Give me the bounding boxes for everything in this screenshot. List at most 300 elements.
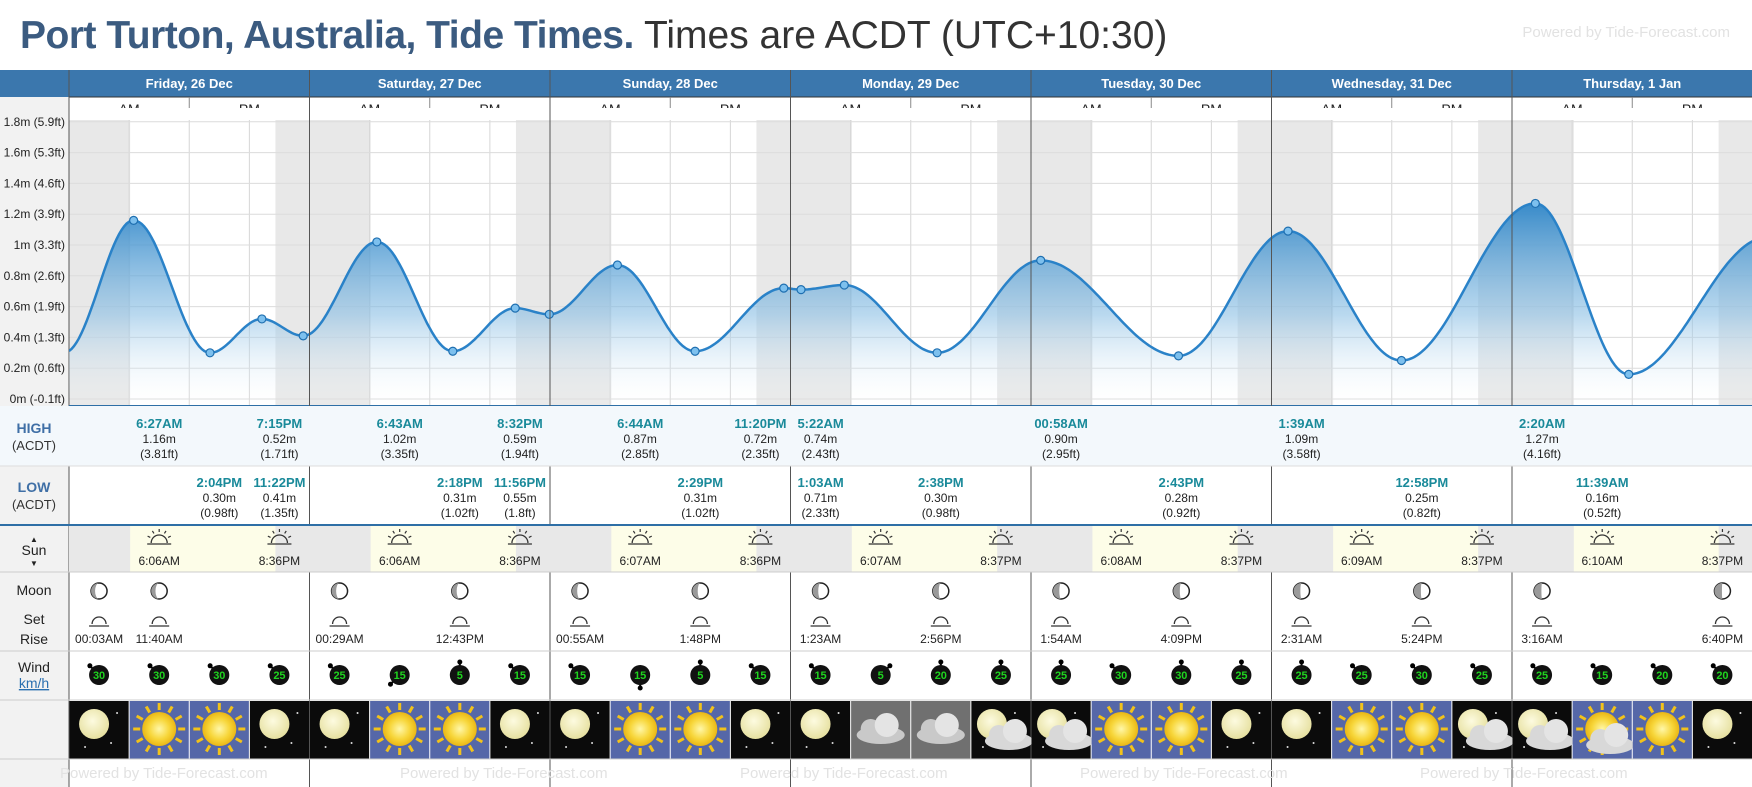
tide-point xyxy=(1284,227,1292,235)
moon-rise-label: Rise xyxy=(19,631,49,647)
sun-disc xyxy=(1645,712,1679,746)
y-tick-label: 0.4m (1.3ft) xyxy=(3,330,65,345)
moon-phase-icon xyxy=(1714,583,1730,599)
tide-point xyxy=(1397,357,1405,365)
moon-disc xyxy=(740,709,770,739)
wind-indicator xyxy=(208,663,230,685)
star xyxy=(1252,742,1254,744)
low-tide-meters: 0.30m xyxy=(202,491,236,505)
star xyxy=(1313,742,1315,744)
high-tide xyxy=(1519,416,1565,461)
low-tide-meters: 0.31m xyxy=(443,491,477,505)
moon-label: Moon xyxy=(16,582,52,598)
high-tide-time: 8:32PM xyxy=(497,416,543,431)
moon-phase-icon xyxy=(572,583,588,599)
high-tide-meters: 0.74m xyxy=(803,432,838,446)
star xyxy=(1258,712,1260,714)
moon-shade xyxy=(1714,583,1722,599)
moon-icon xyxy=(1272,701,1331,759)
wind-indicator xyxy=(1231,660,1251,686)
day-label: Thursday, 1 Jan xyxy=(1583,76,1682,91)
high-tide-meters: 0.59m xyxy=(503,432,537,446)
moon-icon xyxy=(70,701,129,759)
tide-point xyxy=(1625,370,1633,378)
wind-arrow-head xyxy=(568,663,573,668)
wind-speed: 15 xyxy=(1596,670,1609,682)
moon-shade xyxy=(1414,583,1422,599)
cloud-part xyxy=(935,713,959,737)
wind-indicator xyxy=(630,665,650,691)
wind-arrow-head xyxy=(1470,663,1475,668)
low-tide xyxy=(918,475,964,520)
low-tide-time: 1:03AM xyxy=(797,475,844,490)
moonrise-arc-icon xyxy=(453,617,467,624)
low-tide xyxy=(494,475,546,520)
moonrise-arc-icon xyxy=(934,617,948,624)
wind-arrow-head xyxy=(887,663,892,668)
sun-disc xyxy=(202,712,236,746)
low-tide-meters: 0.55m xyxy=(503,491,537,505)
wind-arrow-head xyxy=(1410,663,1415,668)
moonrise-arc-icon xyxy=(1535,617,1549,624)
low-tide-meters: 0.30m xyxy=(924,491,958,505)
tide-point xyxy=(1175,352,1183,360)
moon-icon xyxy=(731,701,790,759)
sun-disc xyxy=(1104,712,1138,746)
high-tide-meters: 0.90m xyxy=(1044,432,1078,446)
moonrise-arc-icon xyxy=(152,617,166,624)
cloud-icon xyxy=(911,701,970,759)
cloud-part xyxy=(1544,719,1568,743)
tide-point xyxy=(840,281,848,289)
high-tide-time: 6:27AM xyxy=(136,416,183,431)
sun-icon xyxy=(430,701,489,759)
moonrise-arc-icon xyxy=(1054,617,1068,624)
moon-icon xyxy=(1693,701,1752,759)
moon-phase-icon xyxy=(151,583,167,599)
star xyxy=(1495,712,1497,714)
wind-indicator xyxy=(1590,663,1612,685)
day-label: Wednesday, 31 Dec xyxy=(1331,76,1452,91)
sun-time: 8:36PM xyxy=(258,554,301,568)
high-tide xyxy=(136,416,182,461)
wind-arrow-head xyxy=(1179,660,1184,665)
wind-arrow-head xyxy=(998,660,1003,665)
sun-time: 6:06AM xyxy=(138,554,180,568)
moon-disc xyxy=(320,709,350,739)
high-tide xyxy=(617,416,663,461)
wind-indicator xyxy=(1171,660,1191,686)
wind-arrow-head xyxy=(147,663,152,668)
wind-arrow-head xyxy=(1651,663,1656,668)
star xyxy=(537,712,539,714)
high-tide-meters: 0.87m xyxy=(623,432,657,446)
moon-phase-icon xyxy=(1053,583,1069,599)
sun-time: 8:37PM xyxy=(1701,554,1744,568)
moon-time: 00:03AM xyxy=(75,632,124,646)
moon-disc xyxy=(500,709,530,739)
low-tide-feet: (0.82ft) xyxy=(1402,506,1441,520)
moon-disc xyxy=(1702,709,1732,739)
moon-time: 2:56PM xyxy=(920,632,962,646)
star xyxy=(1014,712,1016,714)
tide-point xyxy=(691,347,699,355)
star xyxy=(745,746,747,748)
moonrise-arc-icon xyxy=(1295,617,1309,624)
wind-arrow-head xyxy=(1350,663,1355,668)
sun-icon xyxy=(1633,701,1692,759)
sun-time: 6:09AM xyxy=(1341,554,1383,568)
high-tide-feet: (1.94ft) xyxy=(500,447,539,461)
left-header-cell xyxy=(0,70,69,97)
sun-icon xyxy=(190,701,249,759)
moon-cloud-icon xyxy=(971,701,1033,759)
sun-disc xyxy=(383,712,417,746)
tide-point xyxy=(449,347,457,355)
high-tide xyxy=(797,416,843,461)
wind-arrow-head xyxy=(87,663,92,668)
wind-arrow-head xyxy=(508,663,513,668)
high-tide-time: 6:44AM xyxy=(617,416,664,431)
moon-icon xyxy=(791,701,850,759)
star xyxy=(325,746,327,748)
tide-point xyxy=(206,349,214,357)
moon-set-label: Set xyxy=(23,611,45,627)
low-tide-time: 2:18PM xyxy=(437,475,483,490)
sun-icon xyxy=(370,701,429,759)
star xyxy=(838,712,840,714)
cloud-part xyxy=(1003,719,1027,743)
sun-icon xyxy=(1092,701,1151,759)
high-tide-feet: (2.43ft) xyxy=(801,447,840,461)
low-tide-meters: 0.71m xyxy=(803,491,838,505)
wind-arrow-head xyxy=(1530,663,1535,668)
powered-by-footer[interactable]: Powered by Tide-Forecast.com xyxy=(1080,765,1288,782)
day-label: Tuesday, 30 Dec xyxy=(1101,76,1202,91)
page-title-timezone: Times are ACDT (UTC+10:30) xyxy=(643,14,1168,57)
powered-by-top[interactable]: Powered by Tide-Forecast.com xyxy=(1522,24,1730,41)
low-tide xyxy=(1159,475,1205,520)
moon-phase-icon xyxy=(1294,583,1310,599)
wind-speed: 30 xyxy=(1115,670,1128,682)
wind-arrow-head xyxy=(749,663,754,668)
low-tide-meters: 0.41m xyxy=(262,491,297,505)
moonrise-arc-icon xyxy=(814,617,828,624)
high-sublabel: (ACDT) xyxy=(11,438,57,453)
moon-phase-icon xyxy=(1414,583,1430,599)
low-tide-time: 12:58PM xyxy=(1395,475,1449,490)
moon-time: 3:16AM xyxy=(1521,632,1563,646)
wind-arrow-head xyxy=(457,660,462,665)
moon-disc xyxy=(1282,709,1312,739)
sun-disc xyxy=(623,712,657,746)
star xyxy=(1074,712,1076,714)
high-tide-feet: (2.95ft) xyxy=(1042,447,1081,461)
low-tide-time: 11:39AM xyxy=(1575,475,1629,490)
wind-speed: 5 xyxy=(877,670,884,682)
high-tide-time: 1:39AM xyxy=(1278,416,1325,431)
moonrise-arc-icon xyxy=(1174,617,1188,624)
wind-indicator xyxy=(1651,663,1673,685)
wind-indicator xyxy=(931,660,951,686)
y-tick-label: 0.8m (2.6ft) xyxy=(3,268,65,283)
powered-by-footer[interactable]: Powered by Tide-Forecast.com xyxy=(1420,765,1628,782)
moonrise-arc-icon xyxy=(573,617,587,624)
wind-indicator xyxy=(690,660,710,686)
tide-point xyxy=(130,216,138,224)
wind-indicator xyxy=(991,660,1011,686)
moonrise-arc-icon xyxy=(333,617,347,624)
star xyxy=(982,746,984,748)
high-tide-feet: (3.35ft) xyxy=(380,447,419,461)
sun-disc xyxy=(142,712,176,746)
star xyxy=(806,746,808,748)
wind-indicator xyxy=(1410,663,1432,685)
moon-time: 5:24PM xyxy=(1401,632,1443,646)
wind-indicator xyxy=(1530,663,1552,685)
sun-time: 6:10AM xyxy=(1581,554,1623,568)
sun-time: 6:06AM xyxy=(379,554,421,568)
moon-icon xyxy=(310,701,369,759)
star xyxy=(1523,746,1525,748)
low-tide xyxy=(197,475,243,520)
low-tide-meters: 0.16m xyxy=(1585,491,1619,505)
tide-point xyxy=(797,286,805,294)
star xyxy=(1226,746,1228,748)
high-tide-feet: (2.85ft) xyxy=(621,447,660,461)
wind-speed: 15 xyxy=(513,670,527,682)
powered-by-footer[interactable]: Powered by Tide-Forecast.com xyxy=(400,765,608,782)
high-tide xyxy=(497,416,543,461)
day-label: Monday, 29 Dec xyxy=(862,76,960,91)
low-tide-feet: (1.8ft) xyxy=(504,506,536,520)
sun-time: 8:36PM xyxy=(499,554,541,568)
star xyxy=(351,742,353,744)
high-tide-feet: (3.81ft) xyxy=(140,447,179,461)
sun-disc xyxy=(443,712,477,746)
moon-disc xyxy=(560,709,590,739)
wind-speed: 30 xyxy=(1175,670,1188,682)
moonrise-arc-icon xyxy=(1715,617,1729,624)
wind-arrow-head xyxy=(698,660,703,665)
wind-speed: 5 xyxy=(697,670,704,682)
star xyxy=(597,712,599,714)
high-tide-time: 00:58AM xyxy=(1034,416,1088,431)
cloud-icon xyxy=(851,701,910,759)
wind-indicator xyxy=(1470,663,1492,685)
y-tick-label: 0.6m (1.9ft) xyxy=(3,299,65,314)
wind-arrow-head xyxy=(638,686,643,691)
moon-disc xyxy=(79,709,109,739)
high-tide-time: 2:20AM xyxy=(1518,416,1566,431)
wind-speed: 25 xyxy=(273,670,286,682)
low-tide-time: 2:04PM xyxy=(196,475,243,490)
star xyxy=(771,742,773,744)
wind-indicator xyxy=(147,663,169,685)
y-tick-label: 0.2m (0.6ft) xyxy=(3,361,65,376)
y-tick-label: 1.4m (4.6ft) xyxy=(3,176,65,191)
tide-point xyxy=(1531,199,1539,207)
high-tide-meters: 1.27m xyxy=(1525,432,1559,446)
moon-phase-icon xyxy=(452,583,468,599)
tide-point xyxy=(933,349,941,357)
sun-disc xyxy=(683,712,717,746)
moon-icon xyxy=(250,701,309,759)
sun-icon xyxy=(1332,701,1391,759)
moon-cloud-icon xyxy=(1032,701,1094,759)
star xyxy=(290,742,292,744)
high-tide-time: 5:22AM xyxy=(797,416,844,431)
low-label: LOW xyxy=(17,479,51,495)
moon-phase-icon xyxy=(813,583,829,599)
moon-time: 1:48PM xyxy=(679,632,721,646)
sun-disc xyxy=(1164,712,1198,746)
high-tide-time: 11:20PM xyxy=(734,416,787,431)
moon-phase-icon xyxy=(692,583,708,599)
sun-night-bg xyxy=(69,526,130,572)
low-tide-meters: 0.28m xyxy=(1164,491,1198,505)
low-tide xyxy=(797,475,843,520)
low-tide-feet: (1.35ft) xyxy=(260,506,299,520)
powered-by-footer[interactable]: Powered by Tide-Forecast.com xyxy=(740,765,948,782)
moon-time: 1:54AM xyxy=(1040,632,1082,646)
low-tide-time: 2:43PM xyxy=(1158,475,1205,490)
sun-label: Sun xyxy=(21,542,47,558)
moon-cloud-icon xyxy=(1452,701,1514,759)
star xyxy=(565,746,567,748)
high-tide xyxy=(1278,416,1324,461)
wind-indicator xyxy=(871,663,893,685)
moon-phase-icon xyxy=(1534,583,1550,599)
wind-arrow-head xyxy=(1590,663,1595,668)
wind-indicator xyxy=(1292,660,1312,686)
star xyxy=(1733,742,1735,744)
sun-disc xyxy=(1345,712,1379,746)
high-tide-meters: 0.52m xyxy=(262,432,297,446)
high-tide-meters: 0.72m xyxy=(743,432,778,446)
star xyxy=(505,746,507,748)
moon-icon xyxy=(490,701,549,759)
star xyxy=(296,712,298,714)
sun-time: 8:37PM xyxy=(1220,554,1263,568)
high-tide-meters: 1.02m xyxy=(383,432,417,446)
sun-icon xyxy=(611,701,670,759)
low-tide-meters: 0.31m xyxy=(683,491,717,505)
wind-speed: 15 xyxy=(393,670,406,682)
wind-speed: 20 xyxy=(934,670,947,682)
wind-speed: 25 xyxy=(1355,670,1368,682)
moonrise-arc-icon xyxy=(693,617,707,624)
wind-indicator xyxy=(1051,660,1071,686)
y-tick-label: 1.6m (5.3ft) xyxy=(3,145,65,160)
moon-time: 1:23AM xyxy=(799,632,842,646)
moon-disc xyxy=(801,709,831,739)
moon-phase-icon xyxy=(332,583,348,599)
moon-phase-icon xyxy=(1173,583,1189,599)
day-label: Saturday, 27 Dec xyxy=(377,76,482,91)
wind-arrow-head xyxy=(938,660,943,665)
high-tide-time: 7:15PM xyxy=(256,416,303,431)
page-title-place: Port Turton, Australia, Tide Times. xyxy=(20,14,634,57)
low-tide xyxy=(253,475,305,520)
wind-indicator xyxy=(809,663,831,685)
star xyxy=(357,712,359,714)
cloud-part xyxy=(1063,719,1087,743)
wind-unit-link[interactable]: km/h xyxy=(18,675,50,691)
star xyxy=(777,712,779,714)
moon-cloud-icon xyxy=(1513,701,1575,759)
wind-speed: 25 xyxy=(994,670,1008,682)
sun-time: 6:08AM xyxy=(1100,554,1142,568)
wind-indicator xyxy=(1109,663,1131,685)
wind-indicator xyxy=(87,663,109,685)
star xyxy=(1319,712,1321,714)
low-tide xyxy=(1395,475,1448,520)
low-tide-feet: (2.33ft) xyxy=(801,506,840,520)
moon-phase-icon xyxy=(933,583,949,599)
tide-point xyxy=(545,310,553,318)
wind-label: Wind xyxy=(18,659,50,675)
wind-speed: 15 xyxy=(754,670,767,682)
sun-icon xyxy=(1392,701,1451,759)
wind-indicator xyxy=(508,663,530,685)
high-tide xyxy=(257,416,303,461)
wind-arrow-head xyxy=(1109,663,1114,668)
low-tide-feet: (0.98ft) xyxy=(921,506,960,520)
moonrise-arc-icon xyxy=(1415,617,1429,624)
wind-indicator xyxy=(388,665,410,687)
high-tide-time: 6:43AM xyxy=(376,416,423,431)
high-tide-feet: (2.35ft) xyxy=(741,447,780,461)
tide-point xyxy=(613,261,621,269)
wind-arrow-head xyxy=(1059,660,1064,665)
wind-indicator xyxy=(328,663,350,685)
wind-indicator xyxy=(568,663,590,685)
wind-speed: 20 xyxy=(1716,670,1729,682)
low-tide-feet: (1.02ft) xyxy=(681,506,720,520)
sun-icon xyxy=(671,701,730,759)
low-tide-feet: (0.52ft) xyxy=(1583,506,1622,520)
sun-cloud-icon xyxy=(1573,701,1635,759)
moon-time: 6:40PM xyxy=(1701,632,1744,646)
low-sublabel: (ACDT) xyxy=(11,497,57,512)
wind-speed: 25 xyxy=(1235,670,1248,682)
low-tide-time: 2:38PM xyxy=(918,475,964,490)
star xyxy=(1707,746,1709,748)
star xyxy=(832,742,834,744)
moon-time: 4:09PM xyxy=(1160,632,1202,646)
wind-indicator xyxy=(1711,663,1733,685)
y-tick-label: 1.2m (3.9ft) xyxy=(3,207,65,222)
moon-time: 11:40AM xyxy=(135,632,183,646)
sun-up-arrow-icon: ▲ xyxy=(30,535,38,544)
cloud-part xyxy=(1604,723,1628,747)
tide-point xyxy=(1037,256,1045,264)
moon-time: 00:55AM xyxy=(556,632,605,646)
day-label: Friday, 26 Dec xyxy=(145,76,233,91)
sun-time: 6:07AM xyxy=(860,554,902,568)
powered-by-footer[interactable]: Powered by Tide-Forecast.com xyxy=(60,765,268,782)
wind-speed: 5 xyxy=(456,670,463,682)
high-tide xyxy=(377,416,423,461)
star xyxy=(1287,746,1289,748)
sun-down-arrow-icon: ▼ xyxy=(30,559,38,568)
high-tide-feet: (1.71ft) xyxy=(260,447,299,461)
wind-arrow-head xyxy=(809,663,814,668)
tide-point xyxy=(373,238,381,246)
star xyxy=(116,712,118,714)
wind-arrow-head xyxy=(1239,660,1244,665)
